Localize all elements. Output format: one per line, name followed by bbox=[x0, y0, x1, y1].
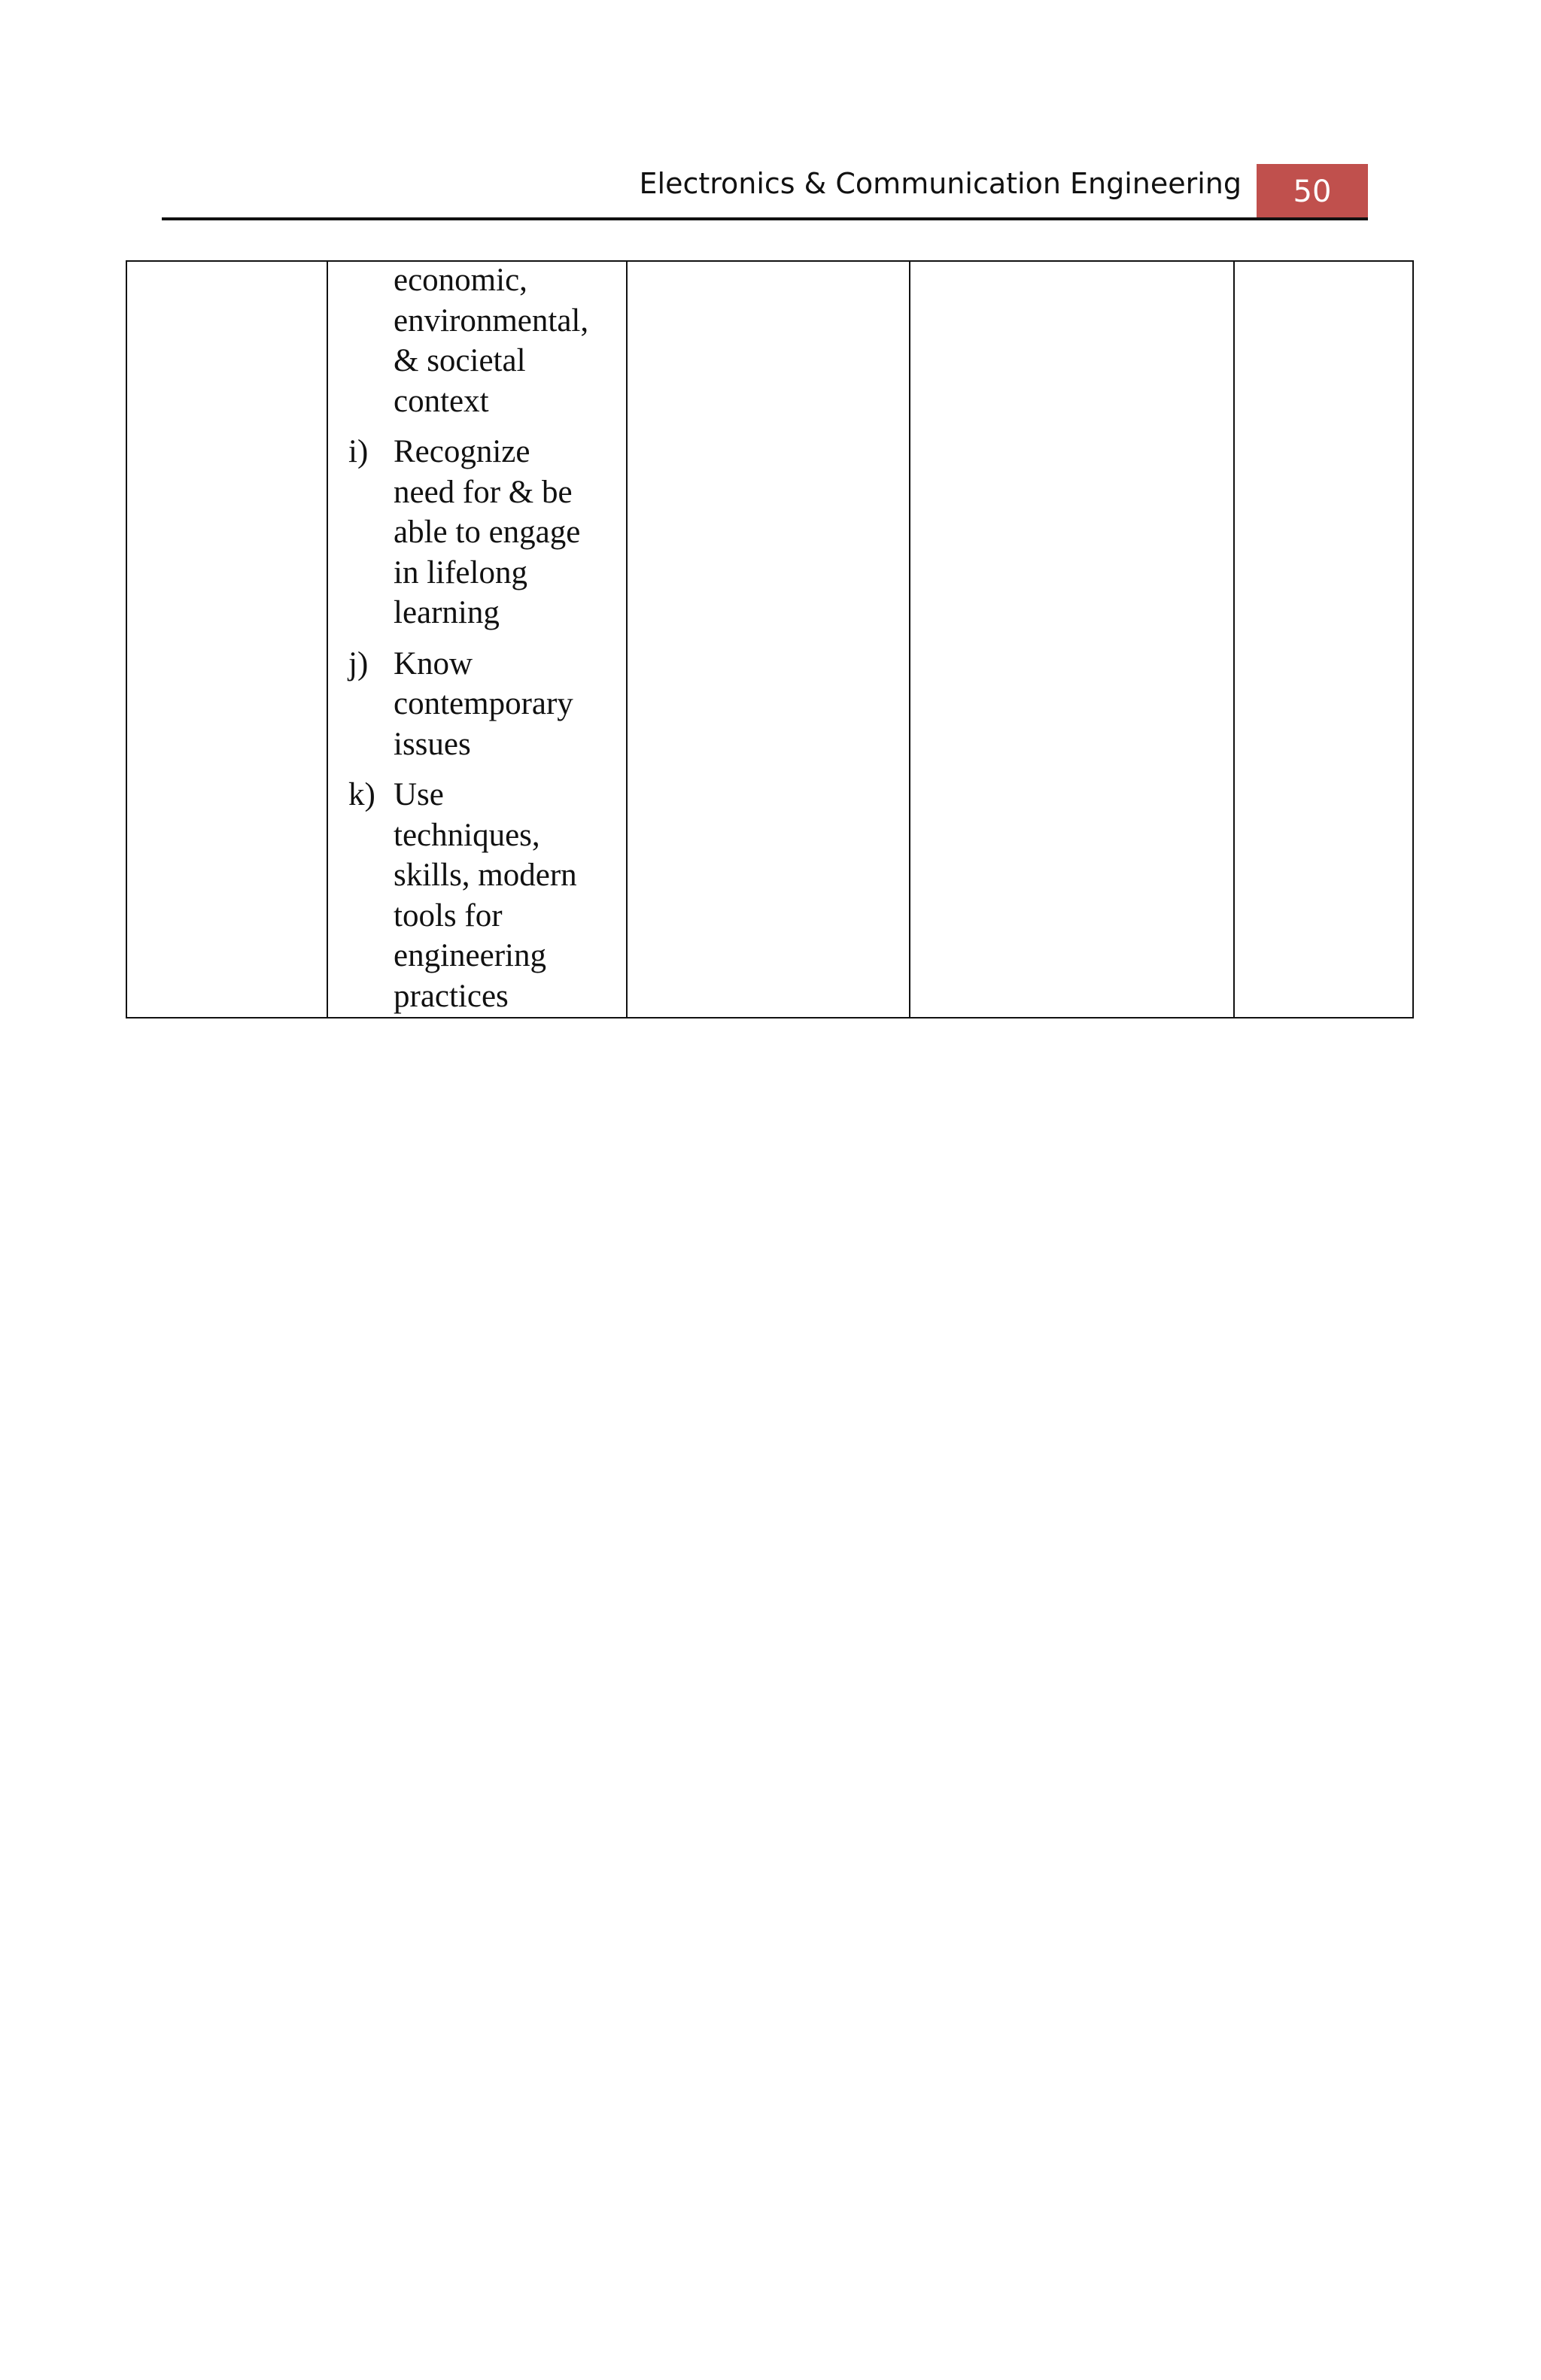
outcome-line: need for & be bbox=[394, 474, 573, 510]
table-cell-empty-5 bbox=[1234, 261, 1413, 1018]
table-cell-outcomes bbox=[327, 261, 627, 1018]
outcome-line: Use bbox=[394, 777, 444, 812]
outcome-line: issues bbox=[394, 726, 471, 762]
table-cell-empty-3 bbox=[627, 261, 910, 1018]
table-row bbox=[126, 261, 1413, 1018]
outcome-line: practices bbox=[394, 978, 509, 1014]
outcome-line: context bbox=[394, 383, 489, 419]
outcome-line: in lifelong bbox=[394, 554, 527, 590]
list-item bbox=[328, 775, 626, 1016]
table-cell-empty-4 bbox=[910, 261, 1234, 1018]
outcome-line: environmental, bbox=[394, 302, 589, 338]
outcome-line: skills, modern bbox=[394, 858, 577, 893]
outcome-line: contemporary bbox=[394, 686, 573, 721]
outcome-line: techniques, bbox=[394, 817, 540, 853]
list-item bbox=[328, 432, 626, 633]
outcome-line: engineering bbox=[394, 938, 546, 973]
outcome-line: able to engage bbox=[394, 515, 581, 550]
list-marker: j) bbox=[348, 645, 369, 682]
outcome-list bbox=[328, 260, 626, 1016]
list-item bbox=[328, 260, 626, 421]
table-cell-empty-1 bbox=[126, 261, 327, 1018]
list-marker: i) bbox=[348, 434, 369, 469]
outcome-line: & societal bbox=[394, 343, 526, 378]
outcome-line: tools for bbox=[394, 897, 503, 933]
list-item bbox=[328, 644, 626, 765]
list-marker: k) bbox=[348, 777, 375, 812]
page-number-badge: 50 bbox=[1257, 164, 1368, 220]
outcomes-table bbox=[126, 260, 1414, 1018]
header-rule bbox=[162, 217, 1368, 220]
outcome-line: learning bbox=[394, 595, 500, 630]
outcome-line: economic, bbox=[394, 263, 527, 298]
outcome-line: Recognize bbox=[394, 434, 530, 469]
outcome-line: Know bbox=[394, 645, 473, 682]
page-header-title: Electronics & Communication Engineering bbox=[639, 167, 1242, 200]
